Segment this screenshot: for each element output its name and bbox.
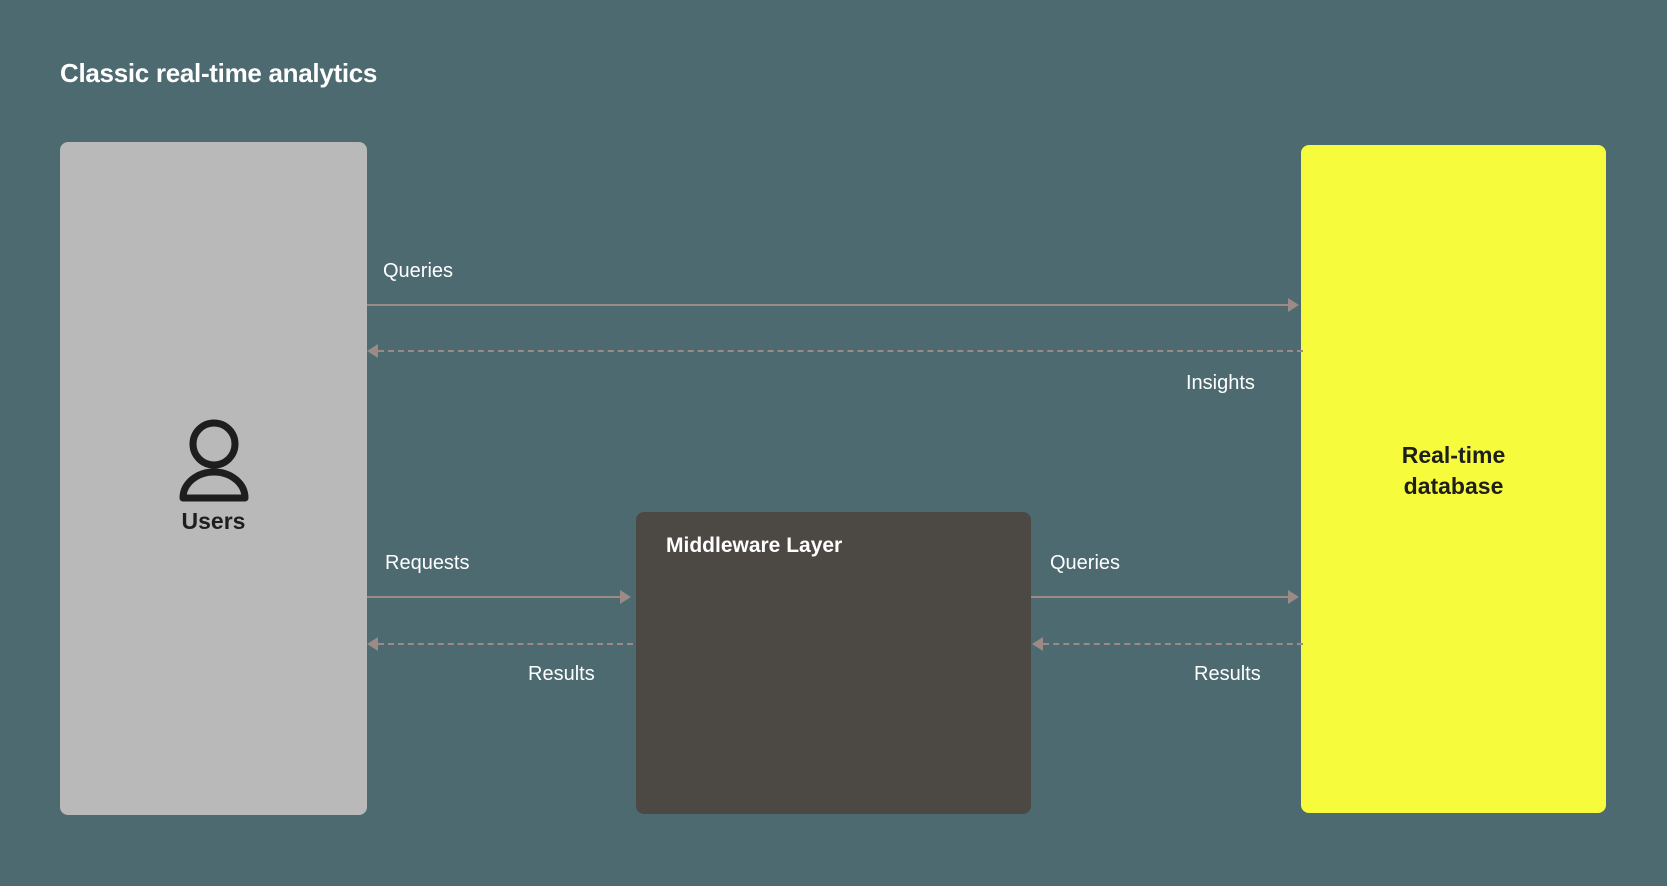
arrowhead-left-icon xyxy=(367,637,378,651)
users-label: Users xyxy=(181,508,246,534)
edge-label-queries-mid: Queries xyxy=(1050,552,1121,574)
connector-results-middleware-users xyxy=(378,643,633,645)
edge-label-queries-top: Queries xyxy=(383,260,454,282)
arrowhead-right-icon xyxy=(1288,590,1299,604)
arrowhead-right-icon xyxy=(620,590,631,604)
users-content xyxy=(60,418,367,535)
user-icon xyxy=(175,418,253,502)
edge-label-results-left: Results xyxy=(528,663,595,685)
node-middleware xyxy=(636,512,1031,814)
connector-requests-users-middleware xyxy=(367,596,624,598)
arrowhead-left-icon xyxy=(367,344,378,358)
node-database xyxy=(1301,145,1606,813)
connector-insights-database-users xyxy=(378,350,1303,352)
node-users xyxy=(60,142,367,815)
edge-label-insights: Insights xyxy=(1186,372,1255,394)
database-label-line1: Real-time xyxy=(1401,442,1506,468)
database-label-line2: database xyxy=(1403,473,1504,500)
connector-queries-middleware-database xyxy=(1031,596,1292,598)
middleware-label: Middleware Layer xyxy=(666,534,843,557)
diagram-title: Classic real-time analytics xyxy=(60,58,378,88)
edge-label-requests: Requests xyxy=(385,552,470,574)
edge-label-results-right: Results xyxy=(1194,663,1261,685)
connector-results-database-middleware xyxy=(1043,643,1303,645)
arrowhead-left-icon xyxy=(1032,637,1043,651)
connector-queries-users-database xyxy=(367,304,1292,306)
database-label xyxy=(1301,440,1606,502)
arrowhead-right-icon xyxy=(1288,298,1299,312)
